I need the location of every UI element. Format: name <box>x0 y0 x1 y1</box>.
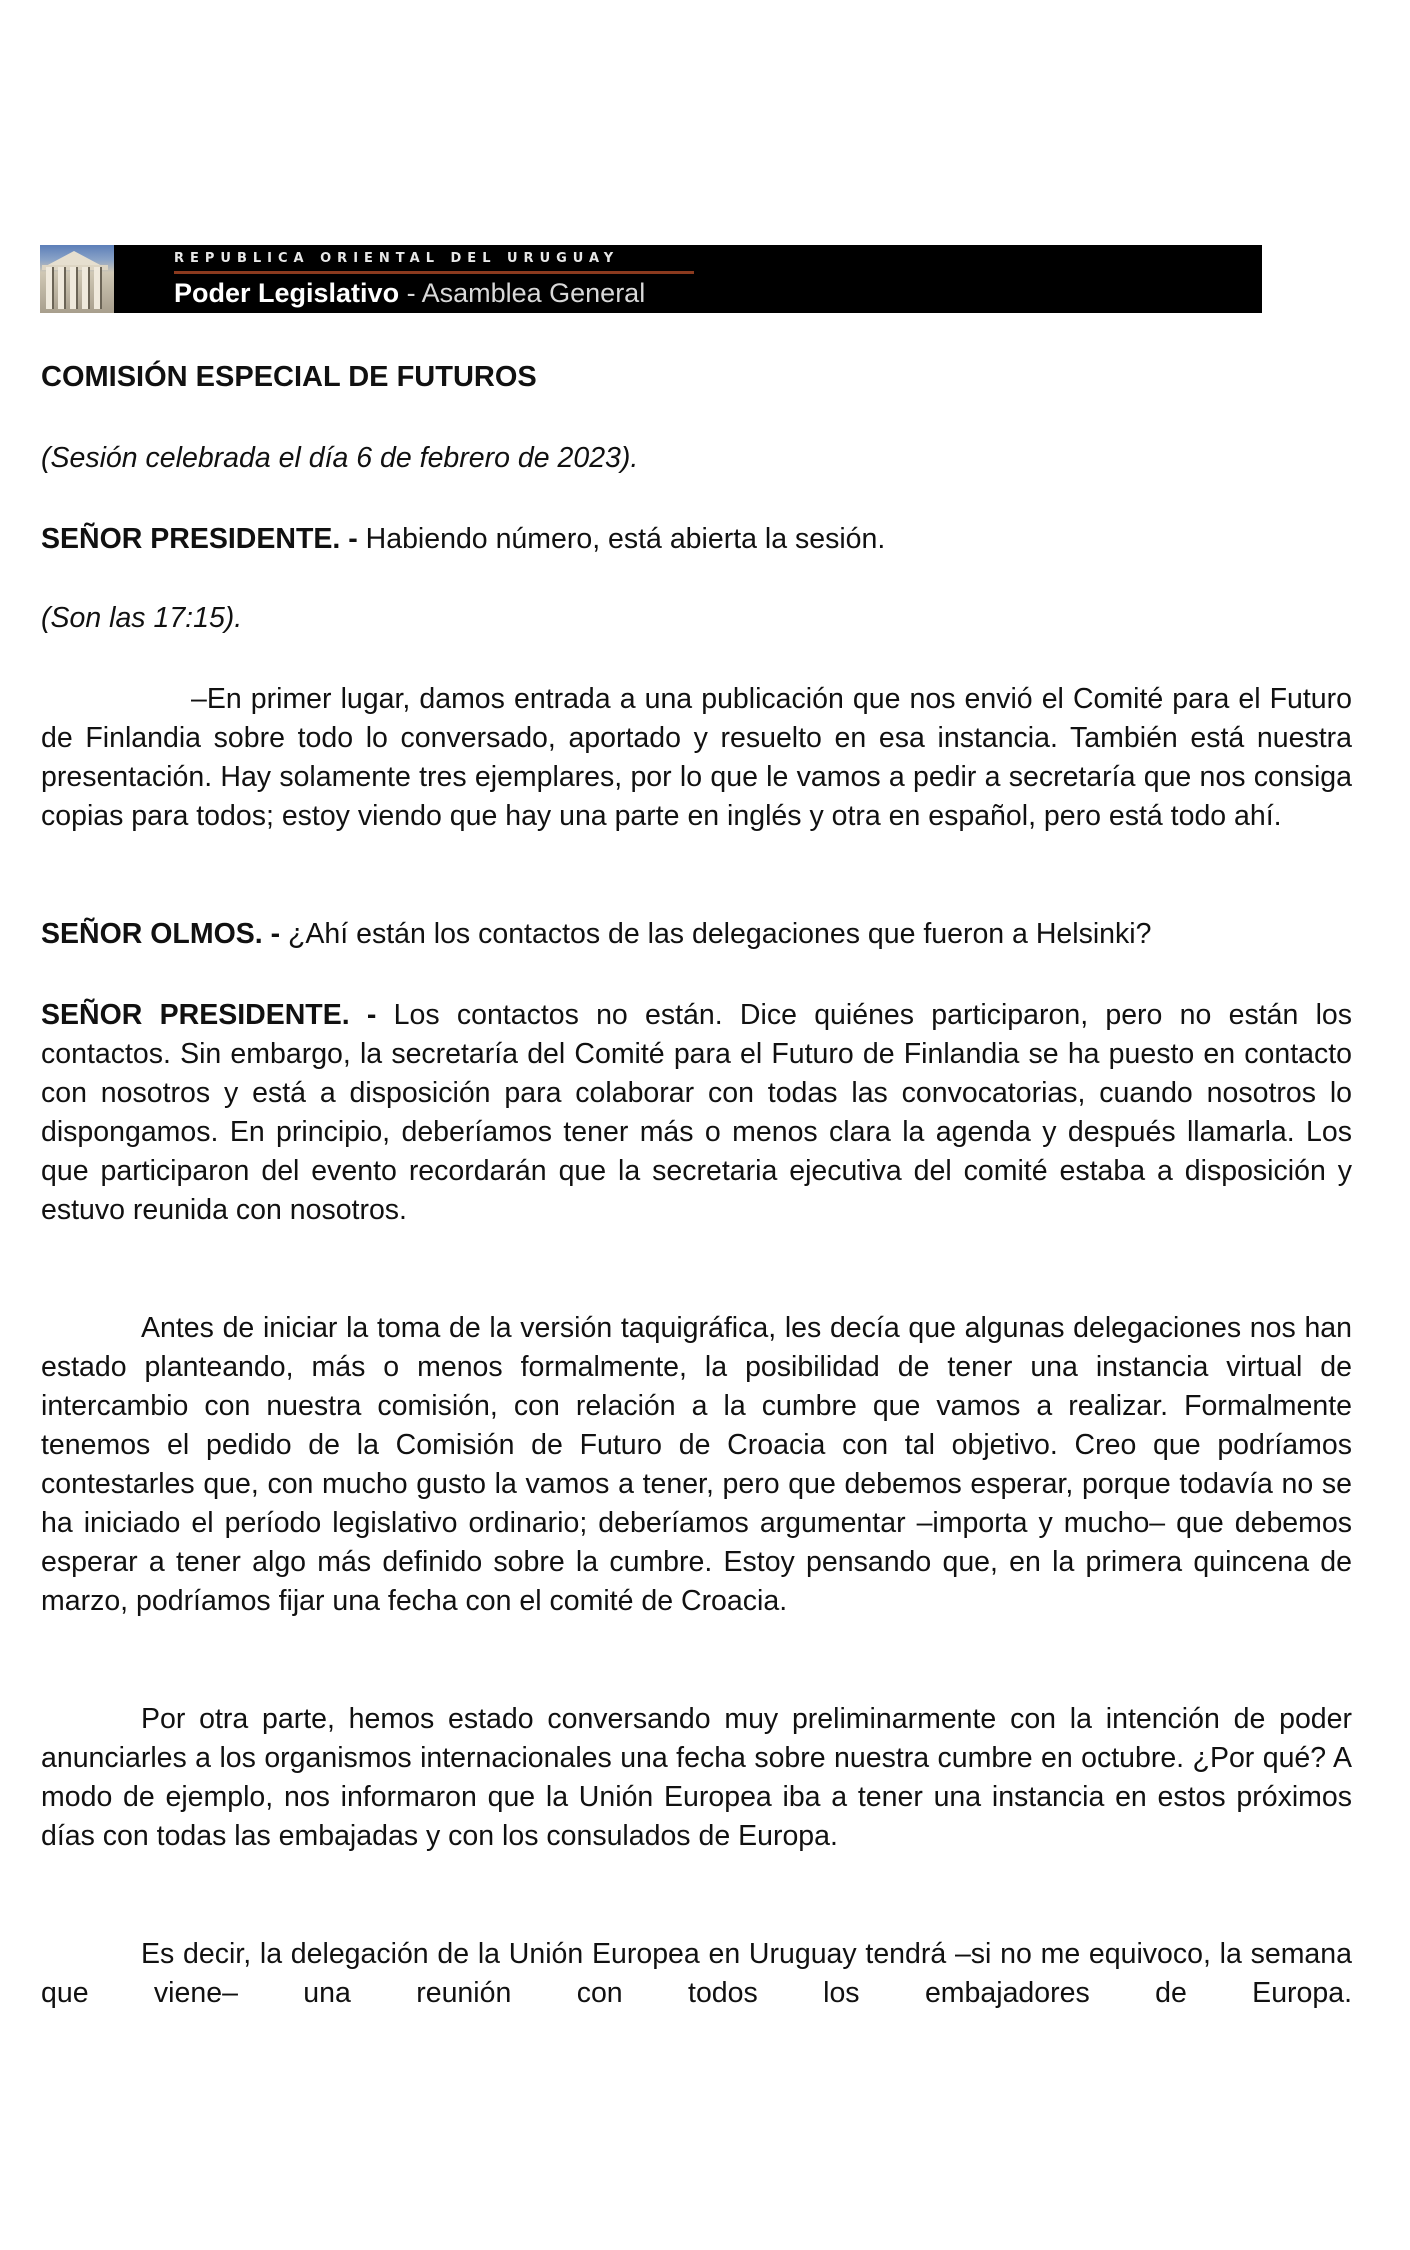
banner-text <box>174 245 694 313</box>
legislative-palace-icon <box>40 245 114 313</box>
statement-text: Habiendo número, está abierta la sesión. <box>357 523 886 555</box>
statement-text: ¿Ahí están los contactos de las delegaciones que fueron a Helsinki? <box>280 918 1152 950</box>
olmos-statement <box>41 915 1352 954</box>
banner-divider <box>174 271 694 274</box>
banner-country: REPUBLICA ORIENTAL DEL URUGUAY <box>174 251 620 266</box>
opening-statement <box>41 520 1352 559</box>
header-banner <box>40 245 1262 313</box>
paragraph-croacia: Antes de iniciar la toma de la versión taquigráfica, les decía que algunas delegaciones nos han estado planteando, más o menos formalmente, la posibilidad de tener una instancia virtual de intercambio con nuestra comisión, con relación a la cumbre que vamos a realizar. Formalmente tenemos el pedido de la Comisión de Futuro de Croacia con tal objetivo. Creo que podríamos contestarles que, con mucho gusto la vamos a tener, pero que debemos esperar, porque todavía no se ha iniciado el período legislativo ordinario; deberíamos argumentar –importa y mucho– que debemos esperar a tener algo más definido sobre la cumbre. Estoy pensando que, en la primera quincena de marzo, podríamos fijar una fecha con el comité de Croacia. <box>41 1312 1352 1617</box>
paragraph-cumbre: Por otra parte, hemos estado conversando muy preliminarmente con la intención de poder anunciarles a los organismos internacionales una fecha sobre nuestra cumbre en octubre. ¿Por qué? A modo de ejemplo, nos informaron que la Unión Europea iba a tener una instancia en estos próximos días con todas las embajadas y con los consulados de Europa. <box>41 1703 1352 1852</box>
session-date: (Sesión celebrada el día 6 de febrero de 2023). <box>41 442 639 474</box>
time-note: (Son las 17:15). <box>41 602 243 634</box>
speaker-name: SEÑOR OLMOS. - <box>41 918 281 950</box>
statement-text: Los contactos no están. Dice quiénes participaron, pero no están los contactos. Sin embargo, la secretaría del Comité para el Futuro de Finlandia se ha puesto en contacto con nosotros y está a disposición para colaborar con todas las convocatorias, cuando nosotros lo dispongamos. En principio, deberíamos tener más o menos clara la agenda y después llamarla. Los que participaron del evento recordarán que la secretaria ejecutiva del comité estaba a disposición y estuvo reunida con nosotros. <box>41 999 1353 1226</box>
speaker-name: SEÑOR PRESIDENTE. - <box>41 523 358 555</box>
banner-institution <box>174 276 694 310</box>
paragraph-union-europea: Es decir, la delegación de la Unión Europea en Uruguay tendrá –si no me equivoco, la semana que viene– una reunión con todos los embajadores de Europa. <box>41 1938 1352 2009</box>
banner-separator: - <box>399 278 422 308</box>
speaker-name: SEÑOR PRESIDENTE. - <box>41 999 377 1031</box>
banner-institution-name: Poder Legislativo <box>174 278 400 308</box>
document-title: COMISIÓN ESPECIAL DE FUTUROS <box>41 361 537 393</box>
banner-assembly: Asamblea General <box>421 278 646 308</box>
paragraph-publication: –En primer lugar, damos entrada a una publicación que nos envió el Comité para el Futuro de Finlandia sobre todo lo conversado, aportado y resuelto en esa instancia. También está nuestra presentación. Hay solamente tres ejemplares, por lo que le vamos a pedir a secretaría que nos consiga copias para todos; estoy viendo que hay una parte en inglés y otra en español, pero está todo ahí. <box>41 683 1352 832</box>
presidente-reply <box>41 996 1352 1230</box>
